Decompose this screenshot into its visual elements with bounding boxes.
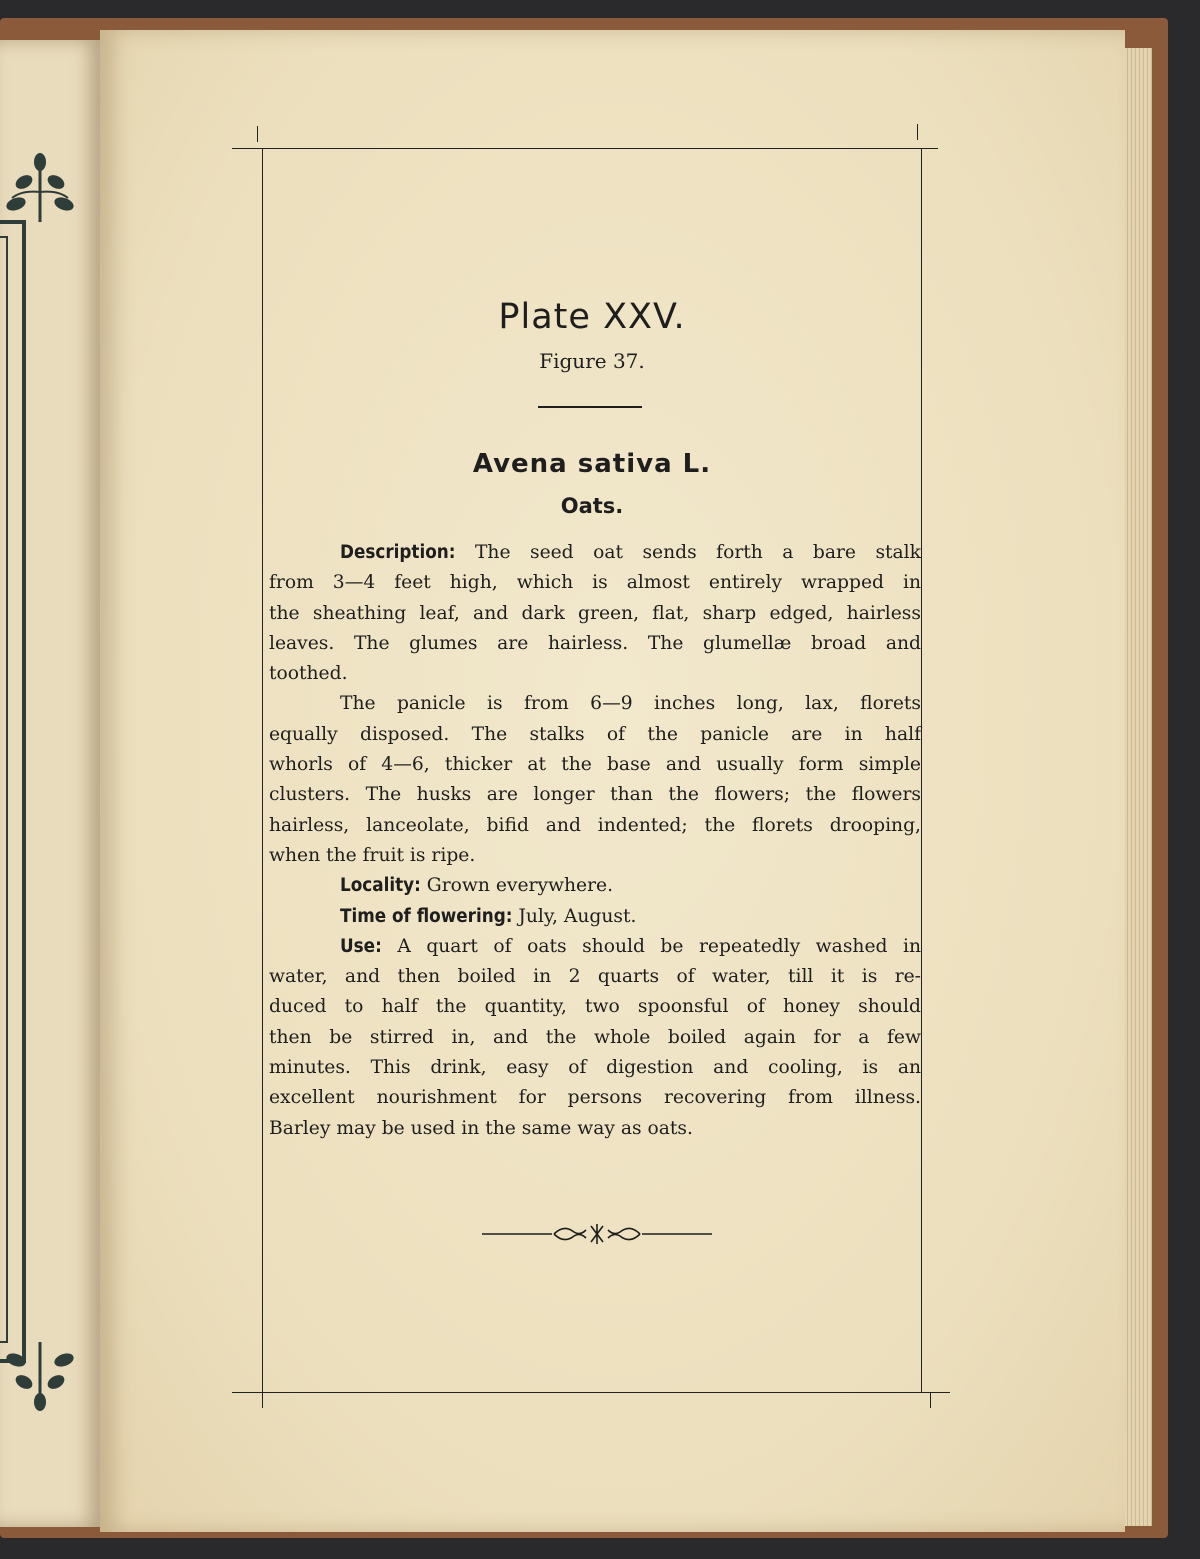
vine-ornament-icon xyxy=(2,1340,78,1412)
species-common-name: Oats. xyxy=(560,494,624,518)
description-line: toothed. xyxy=(269,663,348,685)
left-facing-page xyxy=(0,40,100,1527)
panicle-line: whorls of 4—6, thicker at the base and usually form simple xyxy=(269,754,921,776)
vine-ornament-icon xyxy=(2,152,78,224)
use-line: water, and then boiled in 2 quarts of water, till it is re- xyxy=(269,966,921,988)
description-line: from 3—4 feet high, which is almost entirely wrapped in xyxy=(269,572,921,594)
corner-tick xyxy=(917,124,918,140)
locality-label: Locality: xyxy=(340,875,421,897)
panicle-line: when the fruit is ripe. xyxy=(269,844,476,866)
corner-tick xyxy=(257,126,258,142)
description-label: Description: xyxy=(340,542,456,563)
panicle-line: clusters. The husks are longer than the flowers; the flowers xyxy=(269,784,921,806)
flowering-line xyxy=(269,902,921,932)
frame-top-rule xyxy=(232,148,938,149)
locality-line xyxy=(269,871,921,901)
left-page-inner-frame xyxy=(0,236,8,1343)
use-line: then be stirred in, and the whole boiled again for a few xyxy=(269,1026,921,1048)
use-line: Barley may be used in the same way as oats. xyxy=(269,1117,693,1139)
corner-tick xyxy=(930,1392,931,1408)
description-line: Description: The seed oat sends forth a bare stalk xyxy=(340,542,921,563)
description-line: leaves. The glumes are hairless. The glumellæ broad and xyxy=(269,632,921,654)
plate-title: Plate XXV. xyxy=(498,297,686,337)
use-line: excellent nourishment for persons recovering from illness. xyxy=(269,1087,921,1109)
figure-number: Figure 37. xyxy=(539,349,645,373)
corner-tick xyxy=(262,1392,263,1408)
plate-description xyxy=(269,538,921,1144)
description-line: the sheathing leaf, and dark green, flat, sharp edged, hairless xyxy=(269,602,921,624)
use-line: minutes. This drink, easy of digestion and cooling, is an xyxy=(269,1057,921,1079)
locality-text: Grown everywhere. xyxy=(426,875,614,897)
panicle-line: equally disposed. The stalks of the panicle are in half xyxy=(269,723,921,745)
panicle-line: The panicle is from 6—9 inches long, lax, florets xyxy=(340,693,921,715)
fleuron-divider-icon xyxy=(482,1222,712,1246)
use-line: duced to half the quantity, two spoonsful of honey should xyxy=(269,996,921,1018)
flowering-text: July, August. xyxy=(518,905,637,927)
panicle-line: hairless, lanceolate, bifid and indented; the florets drooping, xyxy=(269,814,921,836)
species-latin-name: Avena sativa L. xyxy=(472,449,712,479)
flowering-label: Time of flowering: xyxy=(340,905,513,927)
use-label: Use: xyxy=(340,935,382,957)
title-divider xyxy=(538,406,642,408)
frame-bottom-rule xyxy=(232,1392,950,1393)
use-line: Use: A quart of oats should be repeatedly washed in xyxy=(340,935,921,957)
